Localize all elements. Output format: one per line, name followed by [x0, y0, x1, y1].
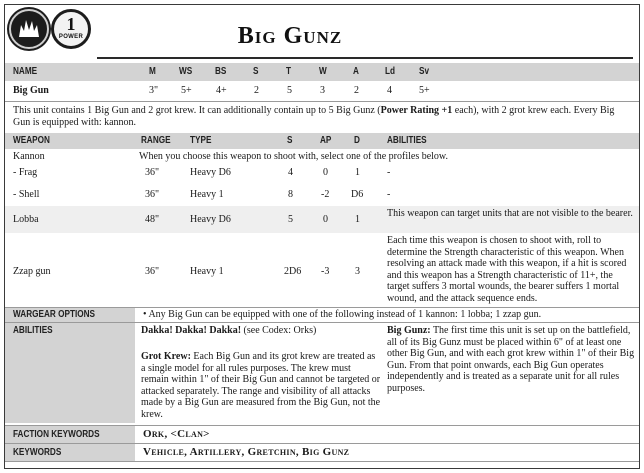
shell-s: 8 — [288, 189, 293, 200]
lobba-abilities: This weapon can target units that are not visible to the bearer. — [387, 208, 633, 219]
weapon-row-zzap-gun — [5, 233, 639, 307]
stats-t: 5 — [287, 85, 292, 96]
heavy-support-icon — [9, 9, 49, 49]
stats-header-row — [5, 63, 639, 81]
zzap-type: Heavy 1 — [190, 266, 224, 277]
ability-dakka-name: Dakka! Dakka! Dakka! — [141, 325, 242, 336]
weapons-header-range: RANGE — [141, 135, 171, 146]
stats-header-ld: Ld — [385, 66, 396, 77]
faction-label-cell — [5, 426, 135, 443]
stats-header-sv: Sv — [419, 66, 430, 77]
frag-range: 36" — [145, 167, 160, 178]
wargear-label: WARGEAR OPTIONS — [13, 309, 96, 320]
lobba-name: Lobba — [13, 214, 39, 225]
weapons-header-d: D — [354, 135, 360, 146]
ability-grot-krew — [141, 351, 381, 420]
kannon-name: Kannon — [13, 151, 45, 162]
wargear-text: • Any Big Gun can be equipped with one of the following instead of 1 kannon: 1 lobba; 1 zzap gun. — [143, 309, 542, 320]
weapons-header-row — [5, 133, 639, 149]
wargear-label-cell — [5, 308, 135, 322]
stats-header-w: W — [319, 66, 327, 77]
keywords-divider — [5, 461, 639, 462]
ability-grot-krew-text: Each Big Gun and its grot krew are treated as a single model for all rules purposes. The krew must remain within 1" of their Big Gun and cannot be targeted or attacked separately. The range and visibility of all attacks made by a Big Gun are measured from the Big Gun, not the krew. — [141, 351, 381, 420]
page-title: Big Gunz — [237, 23, 343, 49]
shell-d: D6 — [351, 189, 364, 200]
stats-bs: 4+ — [216, 85, 227, 96]
power-rating-label: POWER — [58, 34, 84, 40]
abilities-label-cell — [5, 323, 135, 423]
ability-grot-krew-name: Grot Krew: — [141, 351, 191, 362]
weapon-row-kannon — [5, 149, 639, 164]
zzap-abilities: Each time this weapon is chosen to shoot with, roll to determine the Strength characteristic of this weapon. When resolving an attack made with this weapon, if a hit is scored and this weapon has a Strength characteristic of 11+, the target suffers 3 mortal wounds, the bearer suffers 1 mortal wound, and the attack sequence ends. — [387, 235, 627, 304]
ability-big-gunz-text: The first time this unit is set up on the battlefield, all of its Big Gunz must be placed within 6" of at least one other Big Gun, and with each grot krew within 1" of their Big Gun. From that point onwards, each Big Gun operates independently and is treated as a separate unit for all rules purposes. — [387, 325, 635, 394]
datasheet-header — [5, 5, 639, 63]
ability-big-gunz — [387, 325, 635, 394]
shell-name: - Shell — [13, 189, 40, 200]
stats-a: 2 — [354, 85, 359, 96]
keywords-label: KEYWORDS — [13, 447, 62, 458]
shell-type: Heavy 1 — [190, 189, 224, 200]
datasheet-card — [4, 4, 640, 469]
shell-abilities: - — [387, 189, 391, 200]
stats-divider — [5, 101, 639, 102]
frag-d: 1 — [355, 167, 360, 178]
stats-row — [5, 81, 639, 101]
zzap-name: Zzap gun — [13, 266, 51, 277]
lobba-type: Heavy D6 — [190, 214, 231, 225]
ability-dakka-ref: (see Codex: Orks) — [241, 325, 317, 336]
weapons-header-type: TYPE — [190, 135, 212, 146]
shell-range: 36" — [145, 189, 160, 200]
frag-name: - Frag — [13, 167, 38, 178]
stats-header-t: T — [286, 66, 292, 77]
zzap-d: 3 — [355, 266, 360, 277]
stats-m: 3" — [149, 85, 159, 96]
frag-ap: 0 — [323, 167, 328, 178]
stats-header-m: M — [149, 66, 156, 77]
lobba-range: 48" — [145, 214, 160, 225]
unit-description-text-end: each), with 2 grot krew each. Every Big Gun is equipped with: kannon. — [13, 105, 615, 128]
stats-ld: 4 — [387, 85, 392, 96]
frag-abilities: - — [387, 167, 391, 178]
flame-icon — [11, 11, 47, 47]
stats-ws: 5+ — [181, 85, 192, 96]
faction-label: FACTION KEYWORDS — [13, 429, 100, 440]
keywords-label-cell — [5, 444, 135, 461]
stats-header-a: A — [353, 66, 359, 77]
shell-ap: -2 — [321, 189, 330, 200]
weapon-row-lobba — [5, 206, 639, 233]
abilities-label: ABILITIES — [13, 325, 53, 336]
ability-dakka — [141, 325, 381, 337]
unit-description-text: This unit contains 1 Big Gun and 2 grot krew. It can additionally contain up to 5 Big Gunz ( — [13, 105, 381, 116]
frag-s: 4 — [288, 167, 293, 178]
stats-s: 2 — [254, 85, 259, 96]
lobba-s: 5 — [288, 214, 293, 225]
ability-big-gunz-name: Big Gunz: — [387, 325, 431, 336]
stats-header-bs: BS — [215, 66, 227, 77]
lobba-ap: 0 — [323, 214, 328, 225]
weapons-header-ap: AP — [320, 135, 332, 146]
keywords-value: Vehicle, Artillery, Gretchin, Big Gunz — [143, 446, 350, 458]
zzap-range: 36" — [145, 266, 160, 277]
stats-header-name: NAME — [13, 66, 38, 77]
kannon-note: When you choose this weapon to shoot with, select one of the profiles below. — [139, 151, 449, 162]
header-divider — [97, 57, 633, 59]
lobba-d: 1 — [355, 214, 360, 225]
zzap-ap: -3 — [321, 266, 330, 277]
weapon-row-frag — [5, 164, 639, 181]
stats-w: 3 — [320, 85, 325, 96]
stats-sv: 5+ — [419, 85, 430, 96]
zzap-s: 2D6 — [284, 266, 302, 277]
stats-header-s: S — [253, 66, 259, 77]
faction-value: Ork, <Clan> — [143, 428, 210, 440]
stats-header-ws: WS — [179, 66, 193, 77]
power-rating-value: 1 — [66, 14, 76, 34]
unit-description — [13, 105, 633, 128]
frag-type: Heavy D6 — [190, 167, 231, 178]
weapons-header-weapon: WEAPON — [13, 135, 50, 146]
unit-description-power: Power Rating +1 — [380, 105, 453, 116]
weapons-header-abilities: ABILITIES — [387, 135, 427, 146]
stats-name: Big Gun — [13, 85, 49, 96]
power-rating-badge — [51, 9, 91, 49]
weapons-header-s: S — [287, 135, 293, 146]
weapon-row-shell — [5, 181, 639, 206]
